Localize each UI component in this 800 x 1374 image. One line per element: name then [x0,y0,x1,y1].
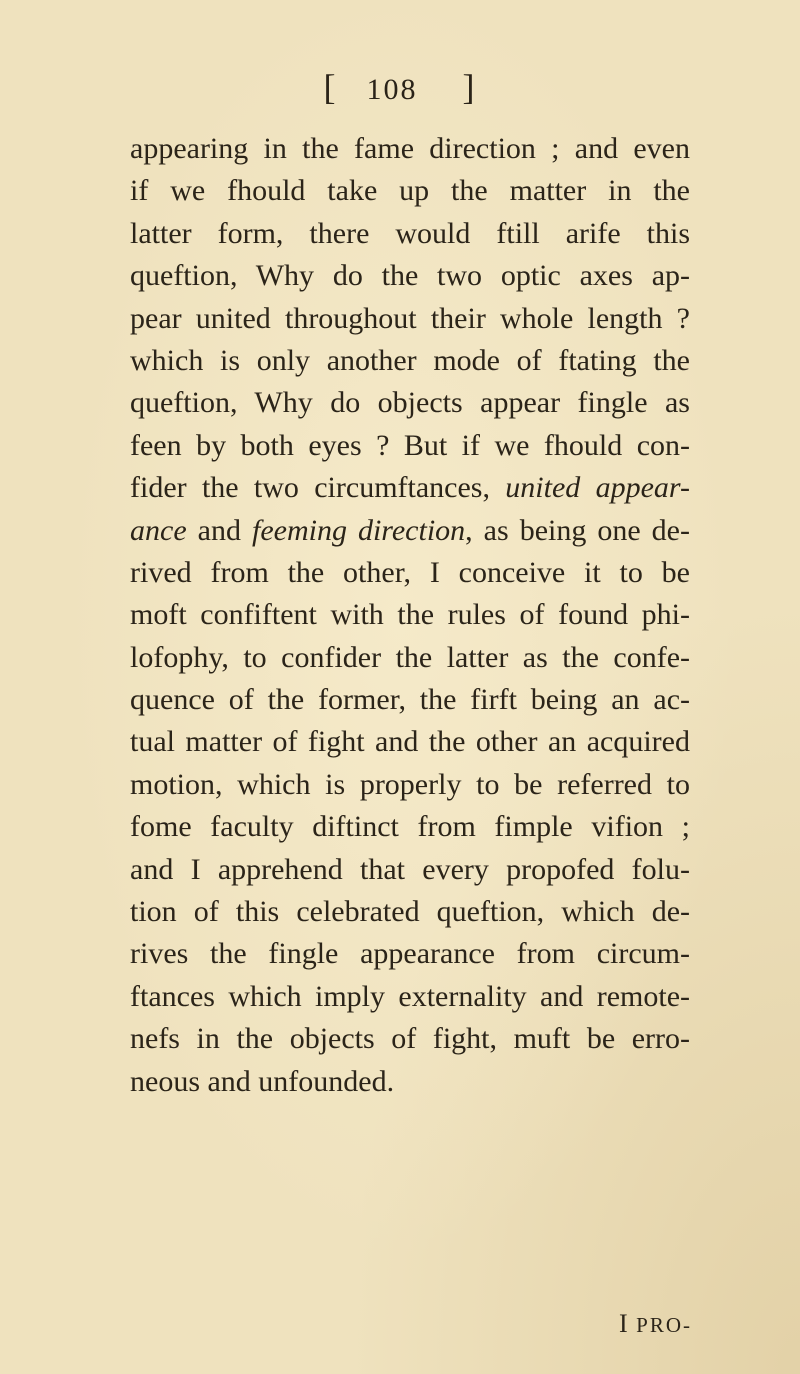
catchword-initial: I [618,1309,629,1338]
text-line: rives the fingle appearance from circum- [130,937,690,971]
text-line: fome faculty diftinct from fimple vifion ; [130,810,690,844]
text-line: ftances which imply externality and remote- [130,979,690,1013]
page-number: 108 [366,73,418,106]
catchword-rest: PRO- [636,1313,692,1337]
body-text [130,128,690,1103]
text-line: quence of the former, the firft being an ac- [130,683,690,717]
italic-phrase: ance [130,513,187,547]
text-line: queftion, Why do the two optic axes ap- [130,259,690,293]
text-line: moft confiftent with the rules of found phi- [130,598,690,632]
text-line: tual matter of fight and the other an acquired [130,725,690,759]
close-bracket: ] [462,67,477,107]
text-line: if we fhould take up the matter in the [130,174,690,208]
open-bracket: [ [323,67,338,107]
text-line: feen by both eyes ? But if we fhould con- [130,428,690,462]
text-line: fider the two circumftances, united appear- [130,471,690,505]
text-line: which is only another mode of ftating the [130,343,690,377]
running-head [0,66,800,108]
text-line: queftion, Why do objects appear fingle as [130,386,690,420]
text-line: latter form, there would ftill arife this [130,216,690,250]
italic-phrase: united appear- [505,471,690,505]
text-line: ance and feeming direction, as being one de- [130,513,690,547]
text-line: pear united throughout their whole length ? [130,301,690,335]
text-line: nefs in the objects of fight, muft be erro- [130,1022,690,1056]
text-line: lofophy, to confider the latter as the confe- [130,640,690,674]
text-line: rived from the other, I conceive it to be [130,555,690,589]
text-line: appearing in the fame direction ; and even [130,132,690,165]
text-line: neous and unfounded. [130,1064,395,1098]
italic-phrase: feeming direction [251,513,466,547]
text-line: motion, which is properly to be referred to [130,767,690,801]
text-line: tion of this celebrated queftion, which de- [130,895,690,929]
text-line: and I apprehend that every propofed folu- [130,852,690,886]
catchword [0,1309,692,1339]
